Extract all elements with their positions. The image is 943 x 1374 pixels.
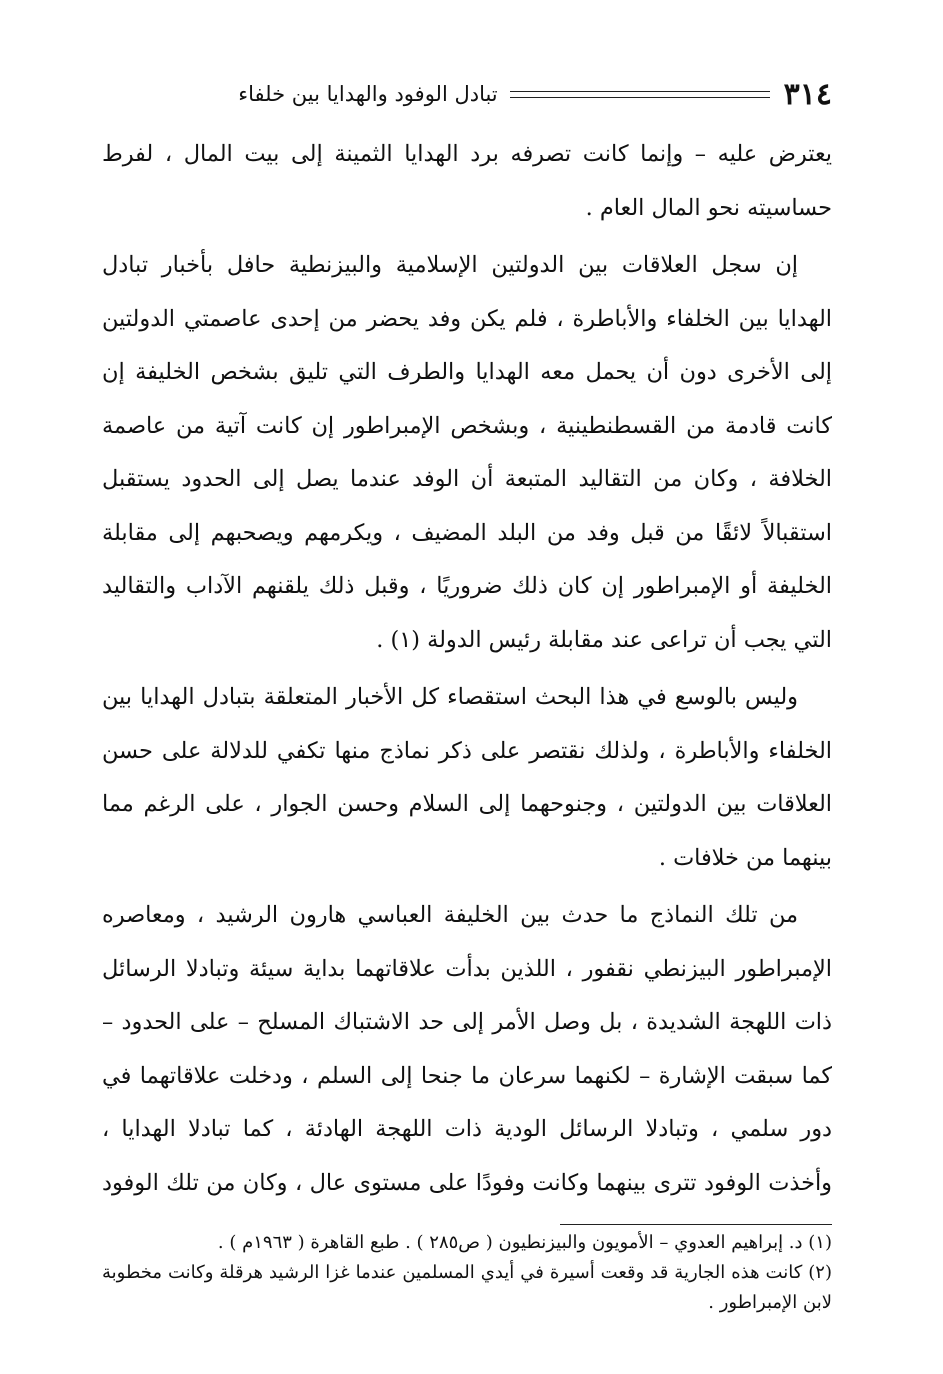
paragraph: إن سجل العلاقات بين الدولتين الإسلامية والبيزنطية حافل بأخبار تبادل الهدايا بين الخلفاء والأباطرة ، فلم يكن وفد يحضر من إحدى عاصمتي الدولتين إلى الأخرى دون أن يحمل معه الهدايا والطرف التي تليق بشخص الخليفة إن كانت قادمة من القسطنطينية ، وبشخص الإمبراطور إن كانت آتية من عاصمة الخلافة ، وكان من التقاليد المتبعة أن الوفد عندما يصل إلى الحدود يستقبل استقبالاً لائقًا من قبل وفد من البلد المضيف ، ويكرمهم ويصحبهم إلى مقابلة الخليفة أو الإمبراطور إن كان ذلك ضروريًا ، وقبل ذلك يلقنهم الآداب والتقاليد التي يجب أن تراعى عند مقابلة رئيس الدولة (١) . <box>102 252 832 653</box>
footnote: (٢) كانت هذه الجارية قد وقعت أسيرة في أيدي المسلمين عندما غزا الرشيد هرقلة وكانت مخطوبة لابن الإمبراطور . <box>102 1262 832 1313</box>
paragraph-continuation: يعترض عليه – وإنما كانت تصرفه برد الهدايا الثمينة إلى بيت المال ، لفرط حساسيته نحو المال العام . <box>102 141 832 221</box>
body-text <box>102 128 832 1210</box>
footnote-divider <box>560 1224 832 1225</box>
page-header <box>104 72 832 116</box>
paragraph: وليس بالوسع في هذا البحث استقصاء كل الأخبار المتعلقة بتبادل الهدايا بين الخلفاء والأباطرة ، ولذلك نقتصر على ذكر نماذج منها تكفي للدلالة على حسن العلاقات بين الدولتين ، وجنوحهما إلى السلام وحسن الجوار ، على الرغم مما بينهما من خلافات . <box>102 684 832 871</box>
paragraph: من تلك النماذج ما حدث بين الخليفة العباسي هارون الرشيد ، ومعاصره الإمبراطور البيزنطي نقفور ، اللذين بدأت علاقاتهما بداية سيئة وتبادلا الرسائل ذات اللهجة الشديدة ، بل وصل الأمر إلى حد الاشتباك المسلح – على الحدود – كما سبقت الإشارة – لكنهما سرعان ما جنحا إلى السلم ، ودخلت علاقاتهما في دور سلمي ، وتبادلا الرسائل الودية ذات اللهجة الهادئة ، كما تبادلا الهدايا ، وأخذت الوفود تترى بينهما وكانت وفودًا على مستوى عال ، وكان من تلك الوفود <box>102 902 832 1196</box>
header-double-rule <box>510 91 770 98</box>
footnote: (١) د. إبراهيم العدوي – الأمويون والبيزنطيون ( ص٢٨٥ ) . طبع القاهرة ( ١٩٦٣م ) . <box>217 1232 832 1253</box>
footnotes <box>102 1228 832 1318</box>
running-title: تبادل الوفود والهدايا بين خلفاء <box>238 82 498 106</box>
page-number: ٣١٤ <box>783 76 832 112</box>
